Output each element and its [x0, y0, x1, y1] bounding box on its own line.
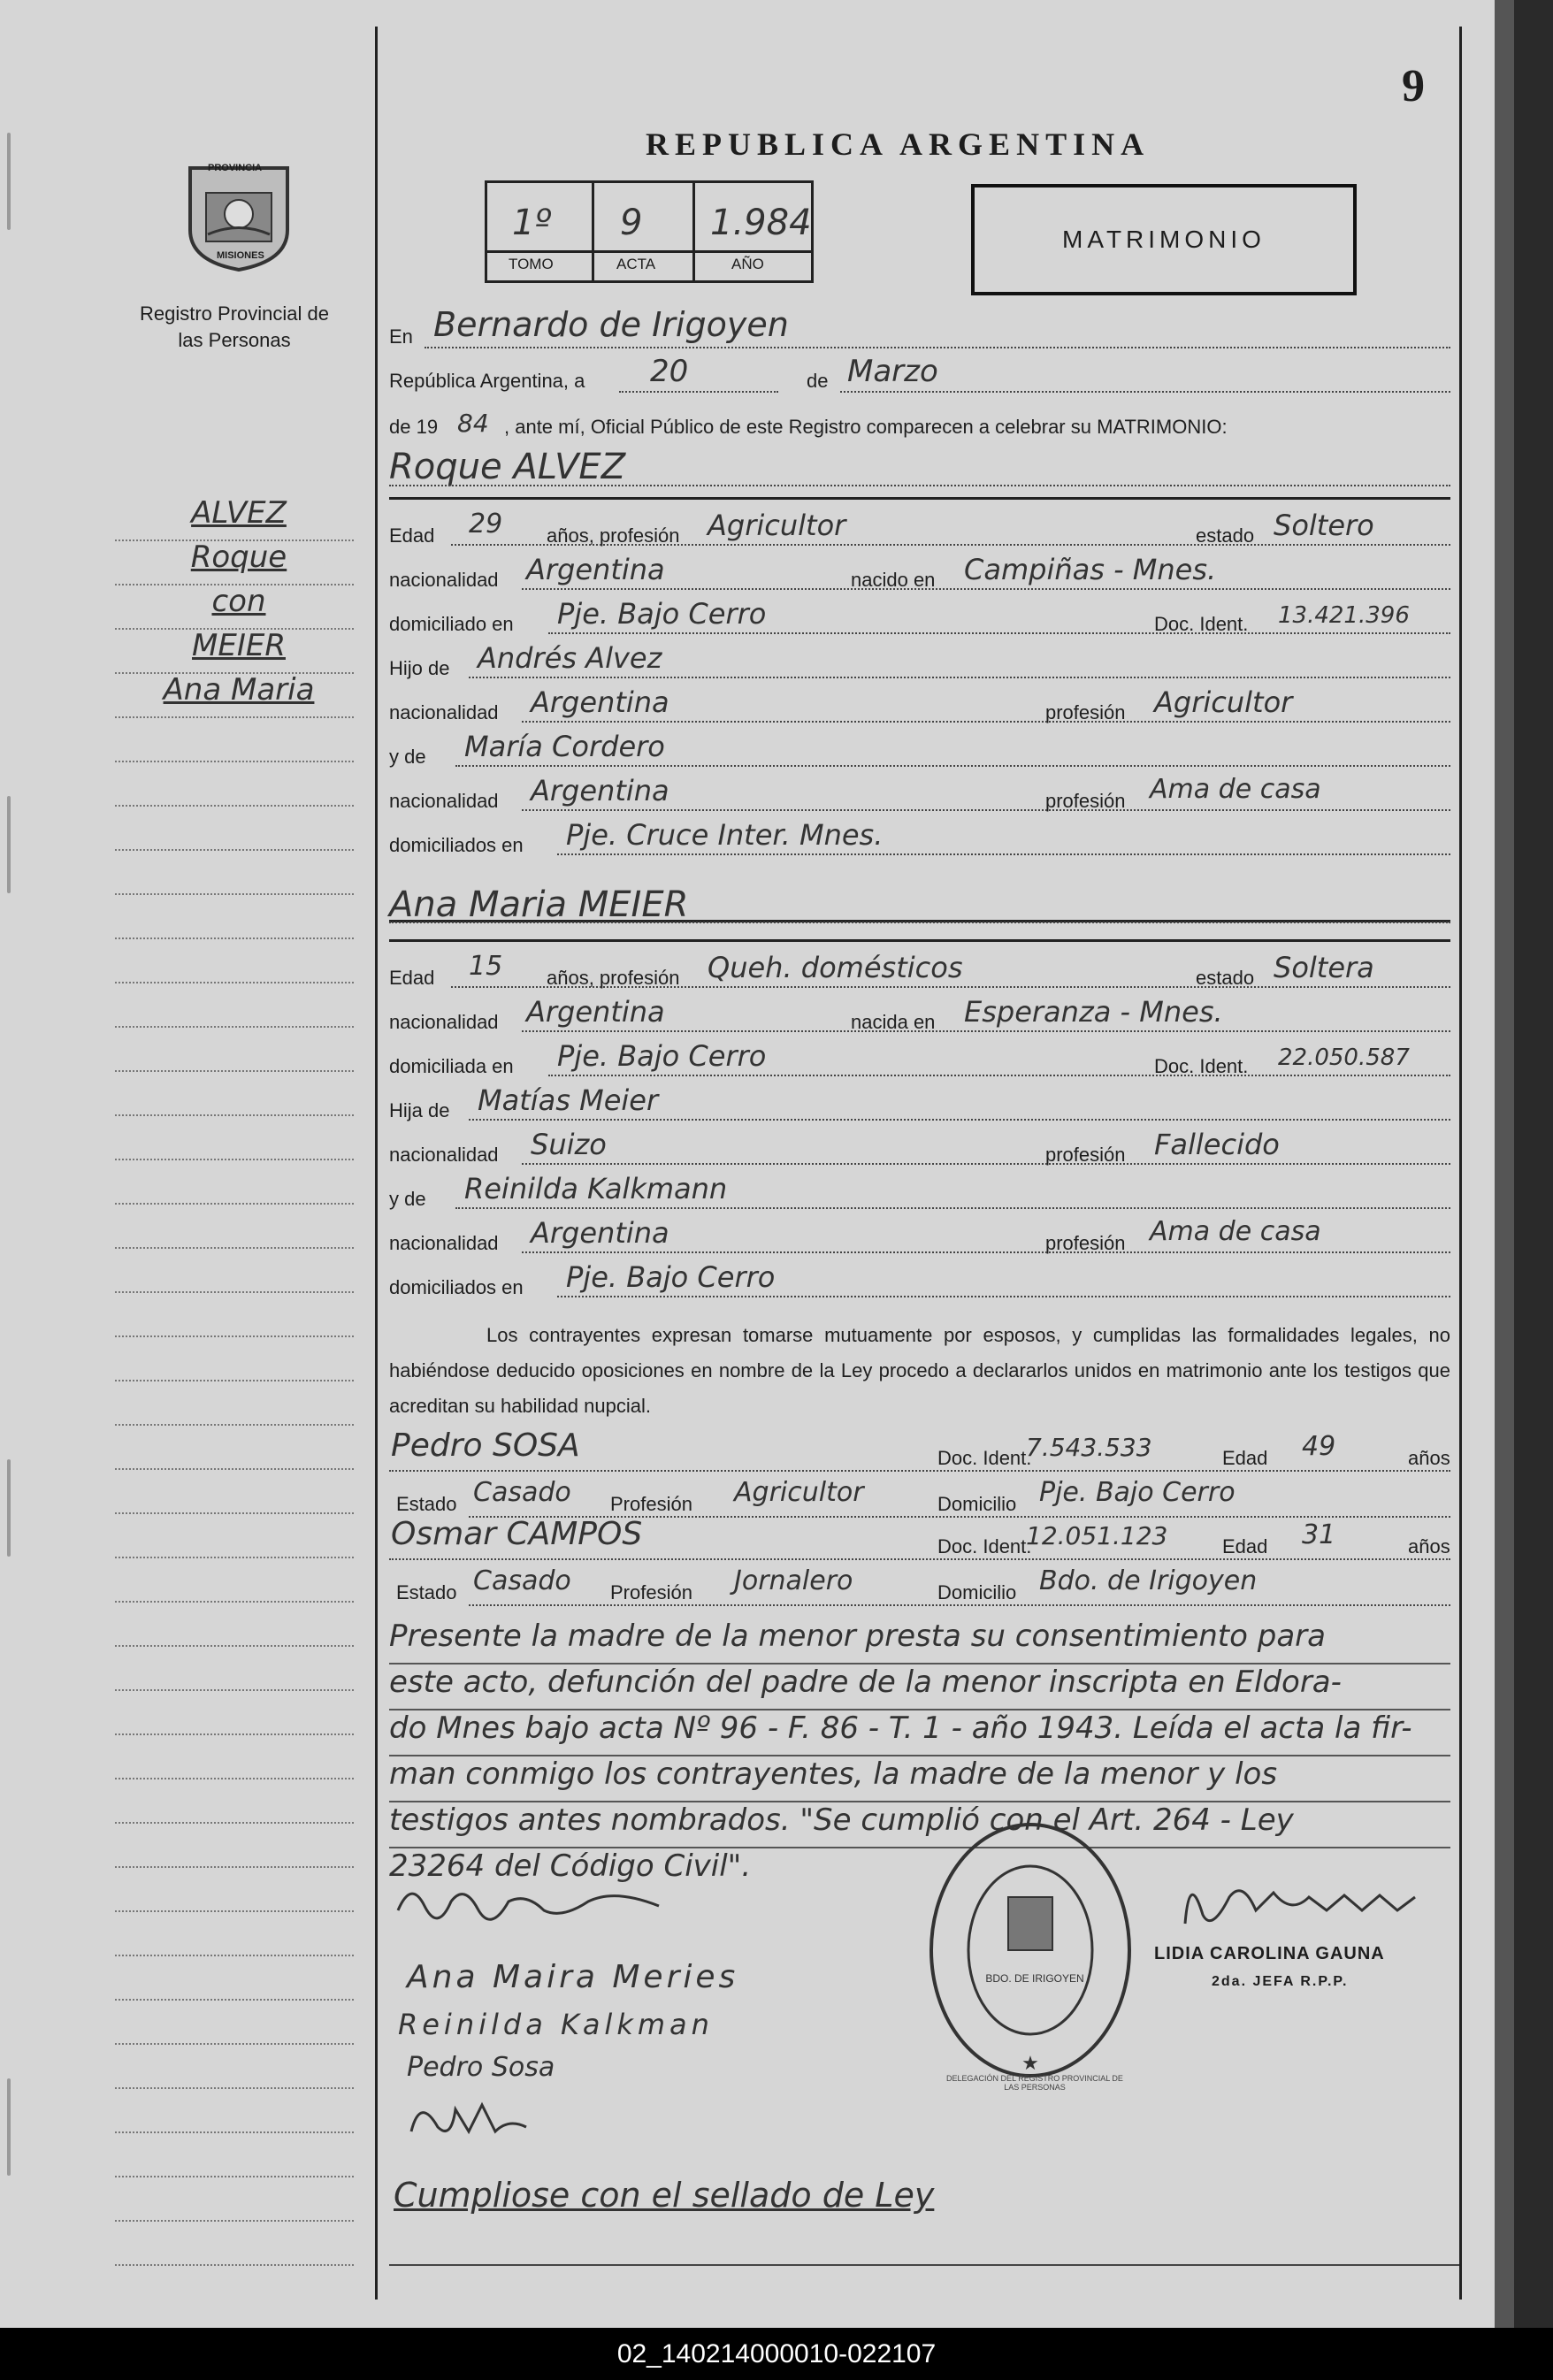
tomo-acta-box [485, 180, 814, 283]
witness-estado-label: Estado [396, 1493, 457, 1515]
witness-profesion: Jornalero [734, 1565, 853, 1596]
margin-ruled-line [115, 1424, 354, 1426]
bride-madre-nac: Argentina [531, 1216, 669, 1250]
groom-nacionalidad-label: nacionalidad [389, 569, 499, 591]
groom-madre-nac: Argentina [531, 774, 669, 807]
margin-ruled-line [115, 1159, 354, 1160]
witness-edad-label: Edad [1222, 1447, 1268, 1469]
seal-top-text: PROVINCIA [208, 163, 263, 173]
groom-estado: Soltero [1274, 509, 1374, 542]
country-title: REPUBLICA ARGENTINA [646, 126, 1151, 162]
place: Bernardo de Irigoyen [433, 305, 789, 344]
bride-edad-label: Edad [389, 967, 435, 989]
margin-ruled-line [115, 1866, 354, 1868]
bride-padre-prof-label: profesión [1045, 1144, 1126, 1166]
margin-ruled-line [115, 1335, 354, 1337]
record-type-box [971, 184, 1357, 295]
margin-ruled-line [115, 1203, 354, 1205]
margin-ruled-line [115, 1512, 354, 1514]
witness2-signature [402, 2092, 544, 2149]
month: Marzo [847, 354, 938, 389]
margin-ruled-line [115, 2176, 354, 2177]
margin-ruled-line [115, 1114, 354, 1116]
margin-surname-groom: ALVEZ [191, 495, 287, 531]
groom-padre-prof-label: profesión [1045, 701, 1126, 723]
stamp-inner: BDO. DE IRIGOYEN [985, 1972, 1084, 1985]
margin-ruled-line [115, 849, 354, 851]
groom-name: Roque ALVEZ [389, 447, 626, 487]
witness-estado: Casado [473, 1477, 571, 1508]
bride-padre-nac: Suizo [531, 1128, 607, 1161]
bride-padres-dom-label: domiciliados en [389, 1276, 524, 1298]
groom-nacionalidad: Argentina [526, 553, 665, 586]
official-name: LIDIA CAROLINA GAUNA [1154, 1944, 1385, 1963]
en-label: En [389, 325, 413, 348]
groom-doc: 13.421.396 [1278, 602, 1410, 629]
margin-ruled-line [115, 2087, 354, 2089]
bride-nacionalidad-label: nacionalidad [389, 1011, 499, 1033]
bride-name: Ana Maria MEIER [389, 884, 689, 925]
svg-text:★: ★ [1021, 2052, 1039, 2074]
bride-madre-prof: Ama de casa [1150, 1216, 1321, 1247]
margin-ruled-line [115, 1468, 354, 1470]
ano-value: 1.984 [710, 203, 812, 243]
bride-madre: Reinilda Kalkmann [464, 1172, 728, 1205]
margin-ruled-line [115, 628, 354, 630]
note-line: testigos antes nombrados. "Se cumplió con el Art. 264 - Ley [389, 1802, 1450, 1848]
bride-padre: Matías Meier [478, 1083, 659, 1117]
acta-value: 9 [620, 203, 643, 243]
margin-ruled-line [115, 1822, 354, 1824]
witness-estado: Casado [473, 1565, 571, 1596]
registry-name: Registro Provincial de las Personas [140, 302, 329, 351]
bride-padre-label: Hija de [389, 1099, 450, 1121]
bride-profesion-label: años, profesión [547, 967, 680, 989]
note-line: este acto, defunción del padre de la menor inscripta en Eldora- [389, 1664, 1450, 1710]
groom-padres-dom-label: domiciliados en [389, 834, 524, 856]
margin-ruled-line [115, 893, 354, 895]
bride-doc: 22.050.587 [1278, 1045, 1410, 1071]
groom-profesion: Agricultor [708, 509, 846, 542]
witness-edad: 31 [1302, 1519, 1336, 1550]
tomo-value: 1º [512, 203, 552, 243]
witness-estado-label: Estado [396, 1581, 457, 1603]
margin-ruled-line [115, 1557, 354, 1558]
margin-ruled-line [115, 2220, 354, 2222]
witness-doc-label: Doc. Ident. [937, 1535, 1032, 1557]
witness-doc-label: Doc. Ident. [937, 1447, 1032, 1469]
year: 84 [457, 409, 489, 438]
margin-ruled-line [115, 1955, 354, 1956]
margin-ruled-line [115, 2131, 354, 2133]
witness-domicilio: Bdo. de Irigoyen [1039, 1565, 1258, 1596]
margin-ruled-line [115, 2264, 354, 2266]
acta-label: ACTA [616, 256, 656, 272]
margin-ruled-line [115, 1026, 354, 1028]
margin-ruled-line [115, 1247, 354, 1249]
margin-ruled-line [115, 937, 354, 939]
bride-madre-prof-label: profesión [1045, 1232, 1126, 1254]
witness-edad: 49 [1302, 1431, 1336, 1462]
margin-ruled-line [115, 1733, 354, 1735]
margin-ruled-line [115, 982, 354, 983]
binding-stitch [7, 133, 11, 230]
margin-given-groom: Roque [190, 540, 287, 575]
binding-stitch [7, 2078, 11, 2176]
bride-padres-dom: Pje. Bajo Cerro [566, 1260, 776, 1294]
record-type: MATRIMONIO [1062, 226, 1266, 253]
margin-ruled-line [115, 805, 354, 807]
witness-name: Pedro SOSA [391, 1427, 580, 1464]
margin-names [115, 495, 363, 716]
tomo-label: TOMO [509, 256, 554, 272]
groom-estado-label: estado [1196, 524, 1255, 547]
margin-ruled-line [115, 540, 354, 541]
appear-text: , ante mí, Oficial Público de este Registro comparecen a celebrar su MATRIMONIO: [504, 416, 1228, 438]
margin-ruled-line [115, 672, 354, 674]
groom-domicilio: Pje. Bajo Cerro [557, 597, 767, 631]
bride-profesion: Queh. domésticos [708, 951, 963, 984]
witness-profesion-label: Profesión [610, 1581, 692, 1603]
groom-padre-nac-label: nacionalidad [389, 701, 499, 723]
seal-bottom-text: MISIONES [217, 250, 264, 261]
groom-padres-dom: Pje. Cruce Inter. Mnes. [566, 818, 884, 852]
groom-profesion-label: años, profesión [547, 524, 680, 547]
groom-domicilio-label: domiciliado en [389, 613, 514, 635]
official-signature [1176, 1862, 1442, 1946]
groom-padre-nac: Argentina [531, 685, 669, 719]
groom-edad: 29 [469, 509, 503, 540]
bride-place: Esperanza - Mnes. [964, 995, 1223, 1029]
book-edge [1495, 0, 1514, 2328]
closing-note: Cumpliose con el sellado de Ley [394, 2176, 935, 2215]
binding-stitch [7, 1459, 11, 1557]
bride-madre-nac-label: nacionalidad [389, 1232, 499, 1254]
margin-ruled-line [115, 584, 354, 585]
groom-padre-label: Hijo de [389, 657, 450, 679]
groom-doc-label: Doc. Ident. [1154, 613, 1249, 635]
groom-madre-label: y de [389, 746, 426, 768]
bride-padre-nac-label: nacionalidad [389, 1144, 499, 1166]
groom-signature [394, 1875, 677, 1936]
groom-madre-prof-label: profesión [1045, 790, 1126, 812]
groom-edad-label: Edad [389, 524, 435, 547]
witness-doc: 12.051.123 [1026, 1521, 1168, 1550]
de-label: de [807, 370, 829, 392]
bride-nacionalidad: Argentina [526, 995, 665, 1029]
republic-label: República Argentina, a [389, 370, 585, 392]
note-line: do Mnes bajo acta Nº 96 - F. 86 - T. 1 - año 1943. Leída el acta la fir- [389, 1710, 1450, 1756]
margin-surname-bride: MEIER [192, 628, 286, 663]
witness-doc: 7.543.533 [1026, 1433, 1152, 1462]
stamp-text: DELEGACIÓN DEL REGISTRO PROVINCIAL DE LAS PERSONAS [946, 2074, 1123, 2092]
witness-domicilio: Pje. Bajo Cerro [1039, 1477, 1236, 1508]
day: 20 [650, 354, 689, 389]
witness-domicilio-label: Domicilio [937, 1493, 1017, 1515]
groom-padre: Andrés Alvez [478, 641, 662, 675]
footer-id: 02_140214000010-022107 [616, 2339, 937, 2369]
bride-signature: Ana Maira Meries [407, 1959, 739, 1995]
statement: Los contrayentes expresan tomarse mutuamente por esposos, y cumplidas las formalidades legales, no habiéndose deducido oposiciones en nombre de la Ley procedo a declararlos unidos en matrimonio ante los testigos que acreditan su habilidad nupcial. [389, 1324, 1450, 1417]
margin-ruled-line [115, 1910, 354, 1912]
margin-ruled-line [115, 1070, 354, 1072]
bride-edad: 15 [469, 951, 503, 982]
witness-profesion-label: Profesión [610, 1493, 692, 1515]
groom-madre-nac-label: nacionalidad [389, 790, 499, 812]
witness-edad-label: Edad [1222, 1535, 1268, 1557]
witness-anos-label: años [1408, 1447, 1450, 1469]
bride-estado-label: estado [1196, 967, 1255, 989]
note-line: Presente la madre de la menor presta su consentimiento para [389, 1619, 1450, 1664]
groom-madre: María Cordero [464, 730, 665, 763]
groom-place-label: nacido en [851, 569, 936, 591]
year-prefix: de 19 [389, 416, 439, 438]
page-number: 9 [1402, 61, 1425, 111]
ano-label: AÑO [731, 256, 764, 272]
bride-place-label: nacida en [851, 1011, 936, 1033]
witness-anos-label: años [1408, 1535, 1450, 1557]
groom-signature-scribble [394, 1875, 677, 1928]
official-title: 2da. JEFA R.P.P. [1212, 1974, 1349, 1989]
margin-con: con [211, 584, 266, 619]
mother-signature: Reinilda Kalkman [398, 2008, 714, 2041]
witness-name: Osmar CAMPOS [391, 1516, 643, 1552]
bride-padre-prof: Fallecido [1154, 1128, 1280, 1161]
margin-ruled-line [115, 2043, 354, 2045]
margin-ruled-line [115, 716, 354, 718]
margin-ruled-line [115, 1778, 354, 1779]
margin-ruled-line [115, 1380, 354, 1381]
witness-profesion: Agricultor [734, 1477, 864, 1508]
margin-ruled-line [115, 1999, 354, 2001]
right-divider [1459, 27, 1462, 2300]
notes [389, 1619, 1450, 1893]
margin-divider [375, 27, 378, 2300]
witness-signature: Pedro Sosa [407, 2052, 555, 2083]
margin-ruled-line [115, 1645, 354, 1647]
bride-domicilio-label: domiciliada en [389, 1055, 514, 1077]
margin-ruled-line [115, 1291, 354, 1293]
bride-doc-label: Doc. Ident. [1154, 1055, 1249, 1077]
bride-madre-label: y de [389, 1188, 426, 1210]
note-line: 23264 del Código Civil". [389, 1848, 752, 1884]
groom-place: Campiñas - Mnes. [964, 553, 1217, 586]
bride-domicilio: Pje. Bajo Cerro [557, 1039, 767, 1073]
margin-ruled-line [115, 1601, 354, 1603]
witness-domicilio-label: Domicilio [937, 1581, 1017, 1603]
groom-padre-prof: Agricultor [1154, 685, 1293, 719]
binding-stitch [7, 796, 11, 893]
note-line: man conmigo los contrayentes, la madre de la menor y los [389, 1756, 1450, 1802]
margin-ruled-line [115, 761, 354, 762]
bride-estado: Soltera [1274, 951, 1374, 984]
official-stamp [924, 1818, 1136, 2083]
margin-ruled-line [115, 1689, 354, 1691]
margin-given-bride: Ana Maria [163, 672, 315, 708]
groom-madre-prof: Ama de casa [1150, 774, 1321, 805]
